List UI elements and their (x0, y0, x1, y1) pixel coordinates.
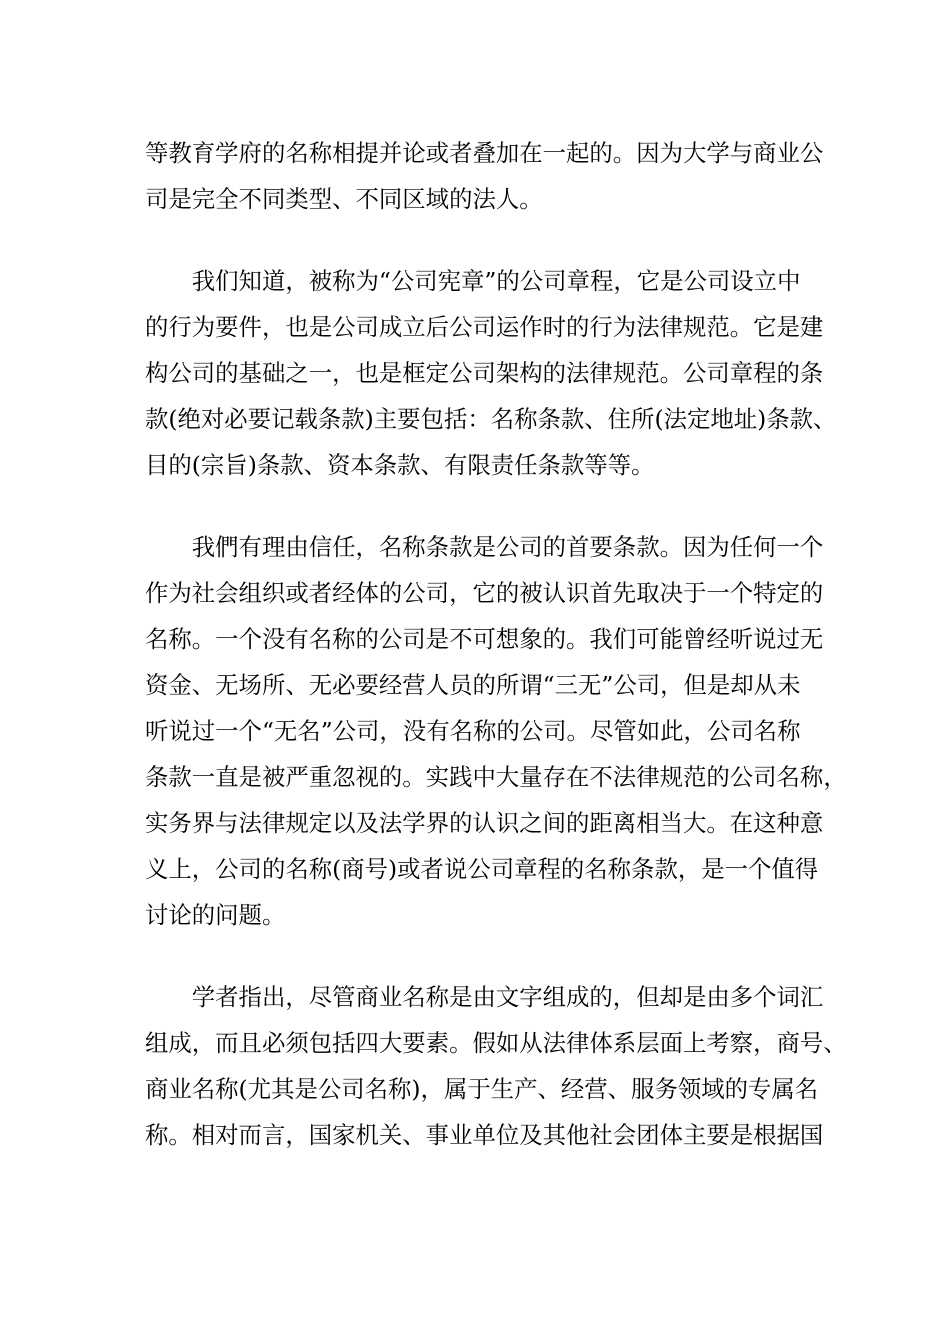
text-line: 作为社会组织或者经体的公司，它的被认识首先取决于一个特定的 (145, 579, 824, 607)
text-line: 等教育学府的名称相提并论或者叠加在一起的。因为大学与商业公 (145, 139, 824, 167)
text-line: 司是完全不同类型、不同区域的法人。 (145, 185, 543, 213)
paragraph-gap (145, 225, 825, 261)
text-line: 称。相对而言，国家机关、事业单位及其他社会团体主要是根据国 (145, 1121, 824, 1149)
text-line: 组成，而且必须包括四大要素。假如从法律体系层面上考察，商号、 (145, 1029, 847, 1057)
paragraph-2 (145, 261, 837, 491)
text-line: 听说过一个“无名”公司，没有名称的公司。尽管如此，公司名称 (145, 717, 801, 745)
text-line: 我們有理由信任，名称条款是公司的首要条款。因为任何一个 (145, 533, 824, 561)
text-line: 商业名称(尤其是公司名称)，属于生产、经营、服务领域的专属名 (145, 1075, 819, 1103)
text-line: 义上，公司的名称(商号)或者说公司章程的名称条款，是一个值得 (145, 855, 819, 883)
text-line: 条款一直是被严重忽视的。实践中大量存在不法律规范的公司名称， (145, 763, 847, 791)
paragraph-1 (145, 133, 825, 225)
text-line: 目的(宗旨)条款、资本条款、有限责任条款等等。 (145, 451, 655, 479)
text-line: 讨论的问题。 (145, 901, 286, 929)
text-line: 构公司的基础之一，也是框定公司架构的法律规范。公司章程的条 (145, 359, 824, 387)
text-line: 资金、无场所、无必要经营人员的所谓“三无”公司，但是却从未 (145, 671, 801, 699)
text-line: 学者指出，尽管商业名称是由文字组成的，但却是由多个词汇 (145, 983, 824, 1011)
text-line: 名称。一个没有名称的公司是不可想象的。我们可能曾经听说过无 (145, 625, 824, 653)
text-line: 的行为要件，也是公司成立后公司运作时的行为法律规范。它是建 (145, 313, 824, 341)
text-line: 实务界与法律规定以及法学界的认识之间的距离相当大。在这种意 (145, 809, 824, 837)
paragraph-4 (145, 977, 847, 1161)
text-line: 款(绝对必要记载条款)主要包括：名称条款、住所(法定地址)条款、 (145, 405, 837, 433)
paragraph-gap (145, 941, 825, 977)
paragraph-gap (145, 491, 825, 527)
paragraph-3 (145, 527, 847, 941)
text-line: 我们知道，被称为“公司宪章”的公司章程，它是公司设立中 (145, 267, 801, 295)
document-body (145, 133, 847, 1161)
